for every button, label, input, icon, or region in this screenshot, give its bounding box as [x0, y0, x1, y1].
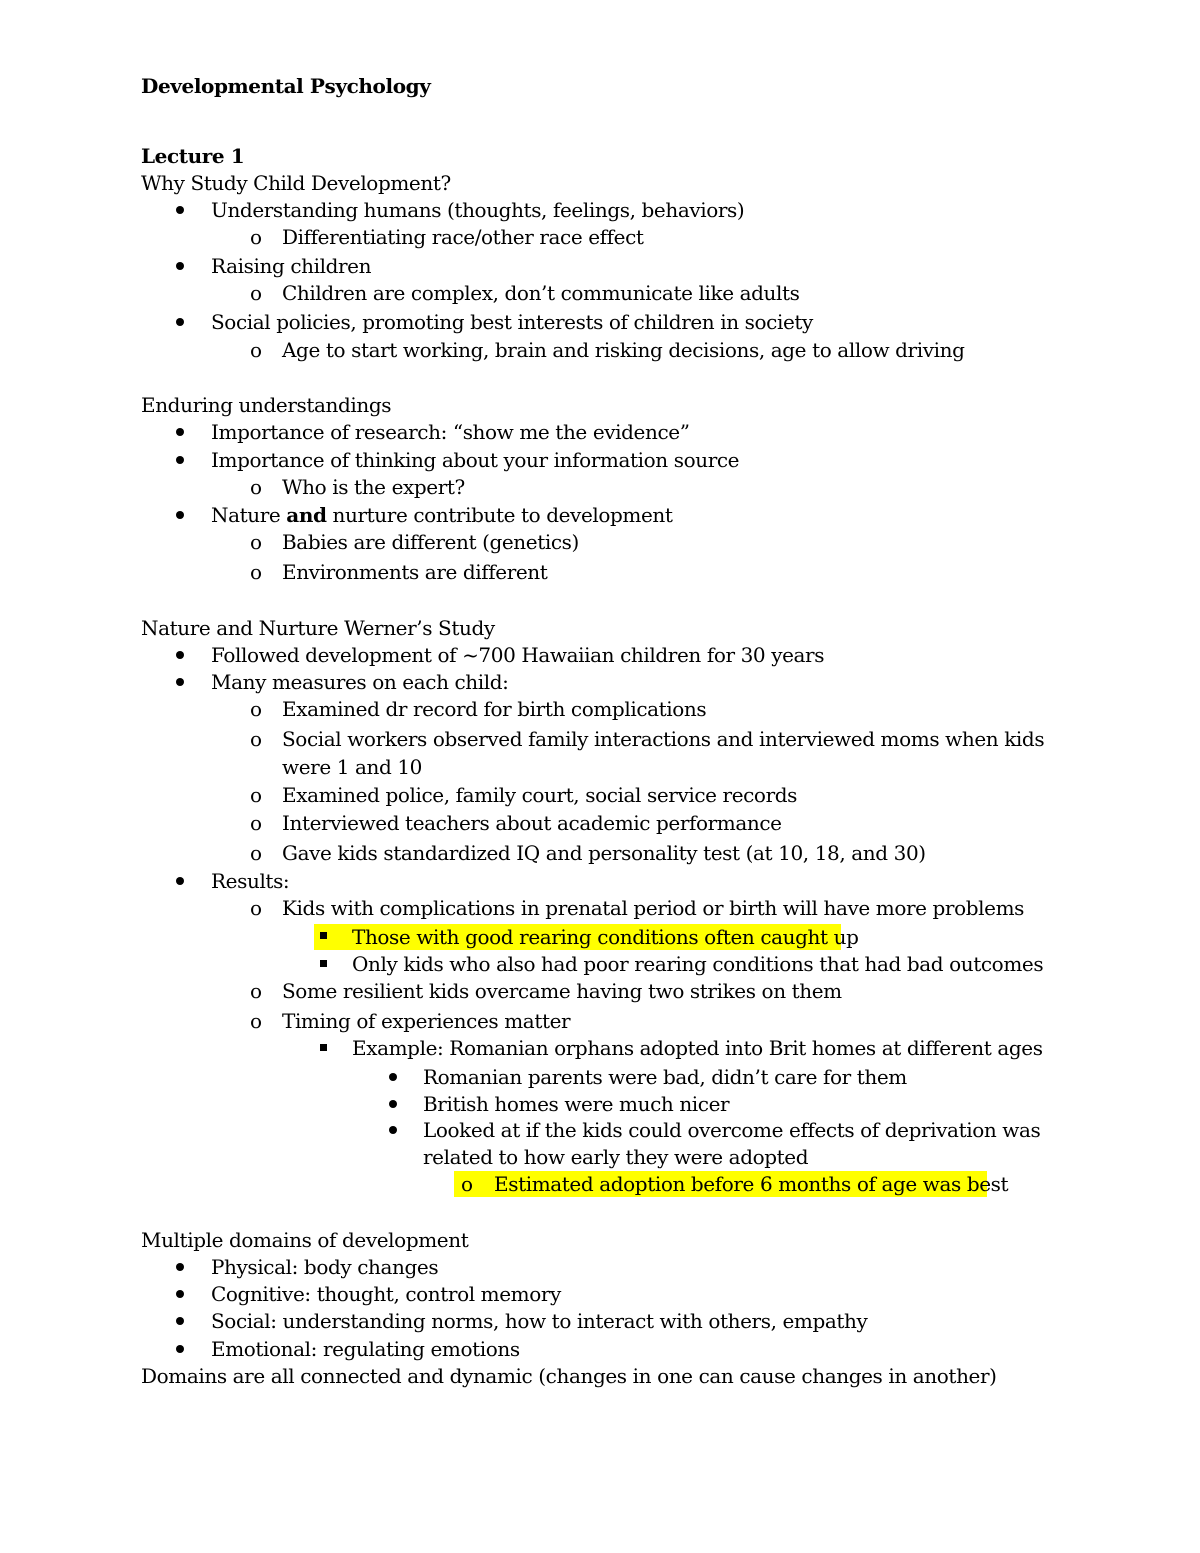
list-item: Emotional: regulating emotions: [211, 1337, 520, 1361]
list-item: Children are complex, don’t communicate like adults: [282, 281, 800, 305]
list-item: Age to start working, brain and risking decisions, age to allow driving: [282, 338, 965, 362]
list-item: Kids with complications in prenatal period or birth will have more problems: [282, 896, 1024, 920]
bullet-dot-icon: [176, 877, 184, 885]
bold-word: and: [286, 503, 327, 527]
bullet-dot-icon: [176, 206, 184, 214]
document-title: Developmental Psychology: [141, 74, 431, 98]
list-item: British homes were much nicer: [423, 1092, 730, 1116]
domains-summary: Domains are all connected and dynamic (changes in one can cause changes in another): [141, 1364, 997, 1388]
list-item: Many measures on each child:: [211, 670, 509, 694]
bullet-dot-icon: [176, 651, 184, 659]
bullet-dot-icon: [176, 318, 184, 326]
list-item: Cognitive: thought, control memory: [211, 1282, 561, 1306]
list-item: Importance of thinking about your information source: [211, 448, 740, 472]
circle-bullet-icon: o: [250, 697, 263, 721]
list-item: Example: Romanian orphans adopted into Brit homes at different ages: [352, 1036, 1043, 1060]
list-item: Raising children: [211, 254, 372, 278]
circle-bullet-icon: o: [250, 225, 263, 249]
bullet-dot-icon: [176, 262, 184, 270]
circle-bullet-icon: o: [250, 1009, 263, 1033]
bullet-dot-icon: [176, 511, 184, 519]
list-item-highlighted: Those with good rearing conditions often caught up: [352, 925, 859, 949]
text-fragment: nurture contribute to development: [326, 503, 673, 527]
circle-bullet-icon: o: [250, 841, 263, 865]
list-item: Interviewed teachers about academic performance: [282, 811, 782, 835]
circle-bullet-icon: o: [250, 896, 263, 920]
circle-bullet-icon: o: [250, 783, 263, 807]
bullet-dot-icon: [176, 1317, 184, 1325]
list-item: Environments are different: [282, 560, 548, 584]
circle-bullet-icon: o: [250, 979, 263, 1003]
list-item: Social policies, promoting best interests of children in society: [211, 310, 813, 334]
list-item: Physical: body changes: [211, 1255, 439, 1279]
list-item: Romanian parents were bad, didn’t care for them: [423, 1065, 907, 1089]
list-item: Importance of research: “show me the evidence”: [211, 420, 690, 444]
bullet-dot-icon: [176, 1263, 184, 1271]
list-item: Gave kids standardized IQ and personality test (at 10, 18, and 30): [282, 841, 926, 865]
section-heading-enduring: Enduring understandings: [141, 393, 392, 417]
list-item: Differentiating race/other race effect: [282, 225, 644, 249]
circle-bullet-icon: o: [250, 338, 263, 362]
list-item-continuation: were 1 and 10: [282, 755, 423, 779]
circle-bullet-icon: o: [250, 811, 263, 835]
bullet-dot-icon: [176, 678, 184, 686]
list-item: [211, 503, 673, 527]
circle-bullet-icon: o: [250, 475, 263, 499]
list-item: Social: understanding norms, how to interact with others, empathy: [211, 1309, 868, 1333]
list-item: Only kids who also had poor rearing conditions that had bad outcomes: [352, 952, 1044, 976]
circle-bullet-icon: o: [250, 727, 263, 751]
list-item: Timing of experiences matter: [282, 1009, 571, 1033]
list-item: Followed development of ~700 Hawaiian children for 30 years: [211, 643, 825, 667]
bullet-dot-icon: [389, 1100, 397, 1108]
list-item-highlighted: Estimated adoption before 6 months of age was best: [494, 1172, 1009, 1196]
section-heading-domains: Multiple domains of development: [141, 1228, 469, 1252]
list-item: Looked at if the kids could overcome effects of deprivation was: [423, 1118, 1041, 1142]
circle-bullet-icon: o: [250, 281, 263, 305]
list-item: Examined police, family court, social service records: [282, 783, 798, 807]
list-item: Results:: [211, 869, 290, 893]
square-bullet-icon: [320, 1044, 327, 1051]
lecture-heading: Lecture 1: [141, 144, 245, 168]
list-item-continuation: related to how early they were adopted: [423, 1145, 809, 1169]
bullet-dot-icon: [176, 456, 184, 464]
list-item: Who is the expert?: [282, 475, 465, 499]
circle-bullet-icon: o: [461, 1172, 474, 1196]
bullet-dot-icon: [389, 1073, 397, 1081]
bullet-dot-icon: [176, 1345, 184, 1353]
list-item: Understanding humans (thoughts, feelings, behaviors): [211, 198, 745, 222]
square-bullet-icon: [320, 932, 327, 939]
list-item: Babies are different (genetics): [282, 530, 579, 554]
section-heading-why-study: Why Study Child Development?: [141, 171, 451, 195]
list-item: Examined dr record for birth complications: [282, 697, 707, 721]
section-heading-werner: Nature and Nurture Werner’s Study: [141, 616, 495, 640]
list-item: Social workers observed family interactions and interviewed moms when kids: [282, 727, 1045, 751]
square-bullet-icon: [320, 960, 327, 967]
bullet-dot-icon: [389, 1126, 397, 1134]
bullet-dot-icon: [176, 1290, 184, 1298]
text-fragment: Nature: [211, 503, 287, 527]
circle-bullet-icon: o: [250, 530, 263, 554]
list-item: Some resilient kids overcame having two strikes on them: [282, 979, 842, 1003]
circle-bullet-icon: o: [250, 560, 263, 584]
bullet-dot-icon: [176, 428, 184, 436]
